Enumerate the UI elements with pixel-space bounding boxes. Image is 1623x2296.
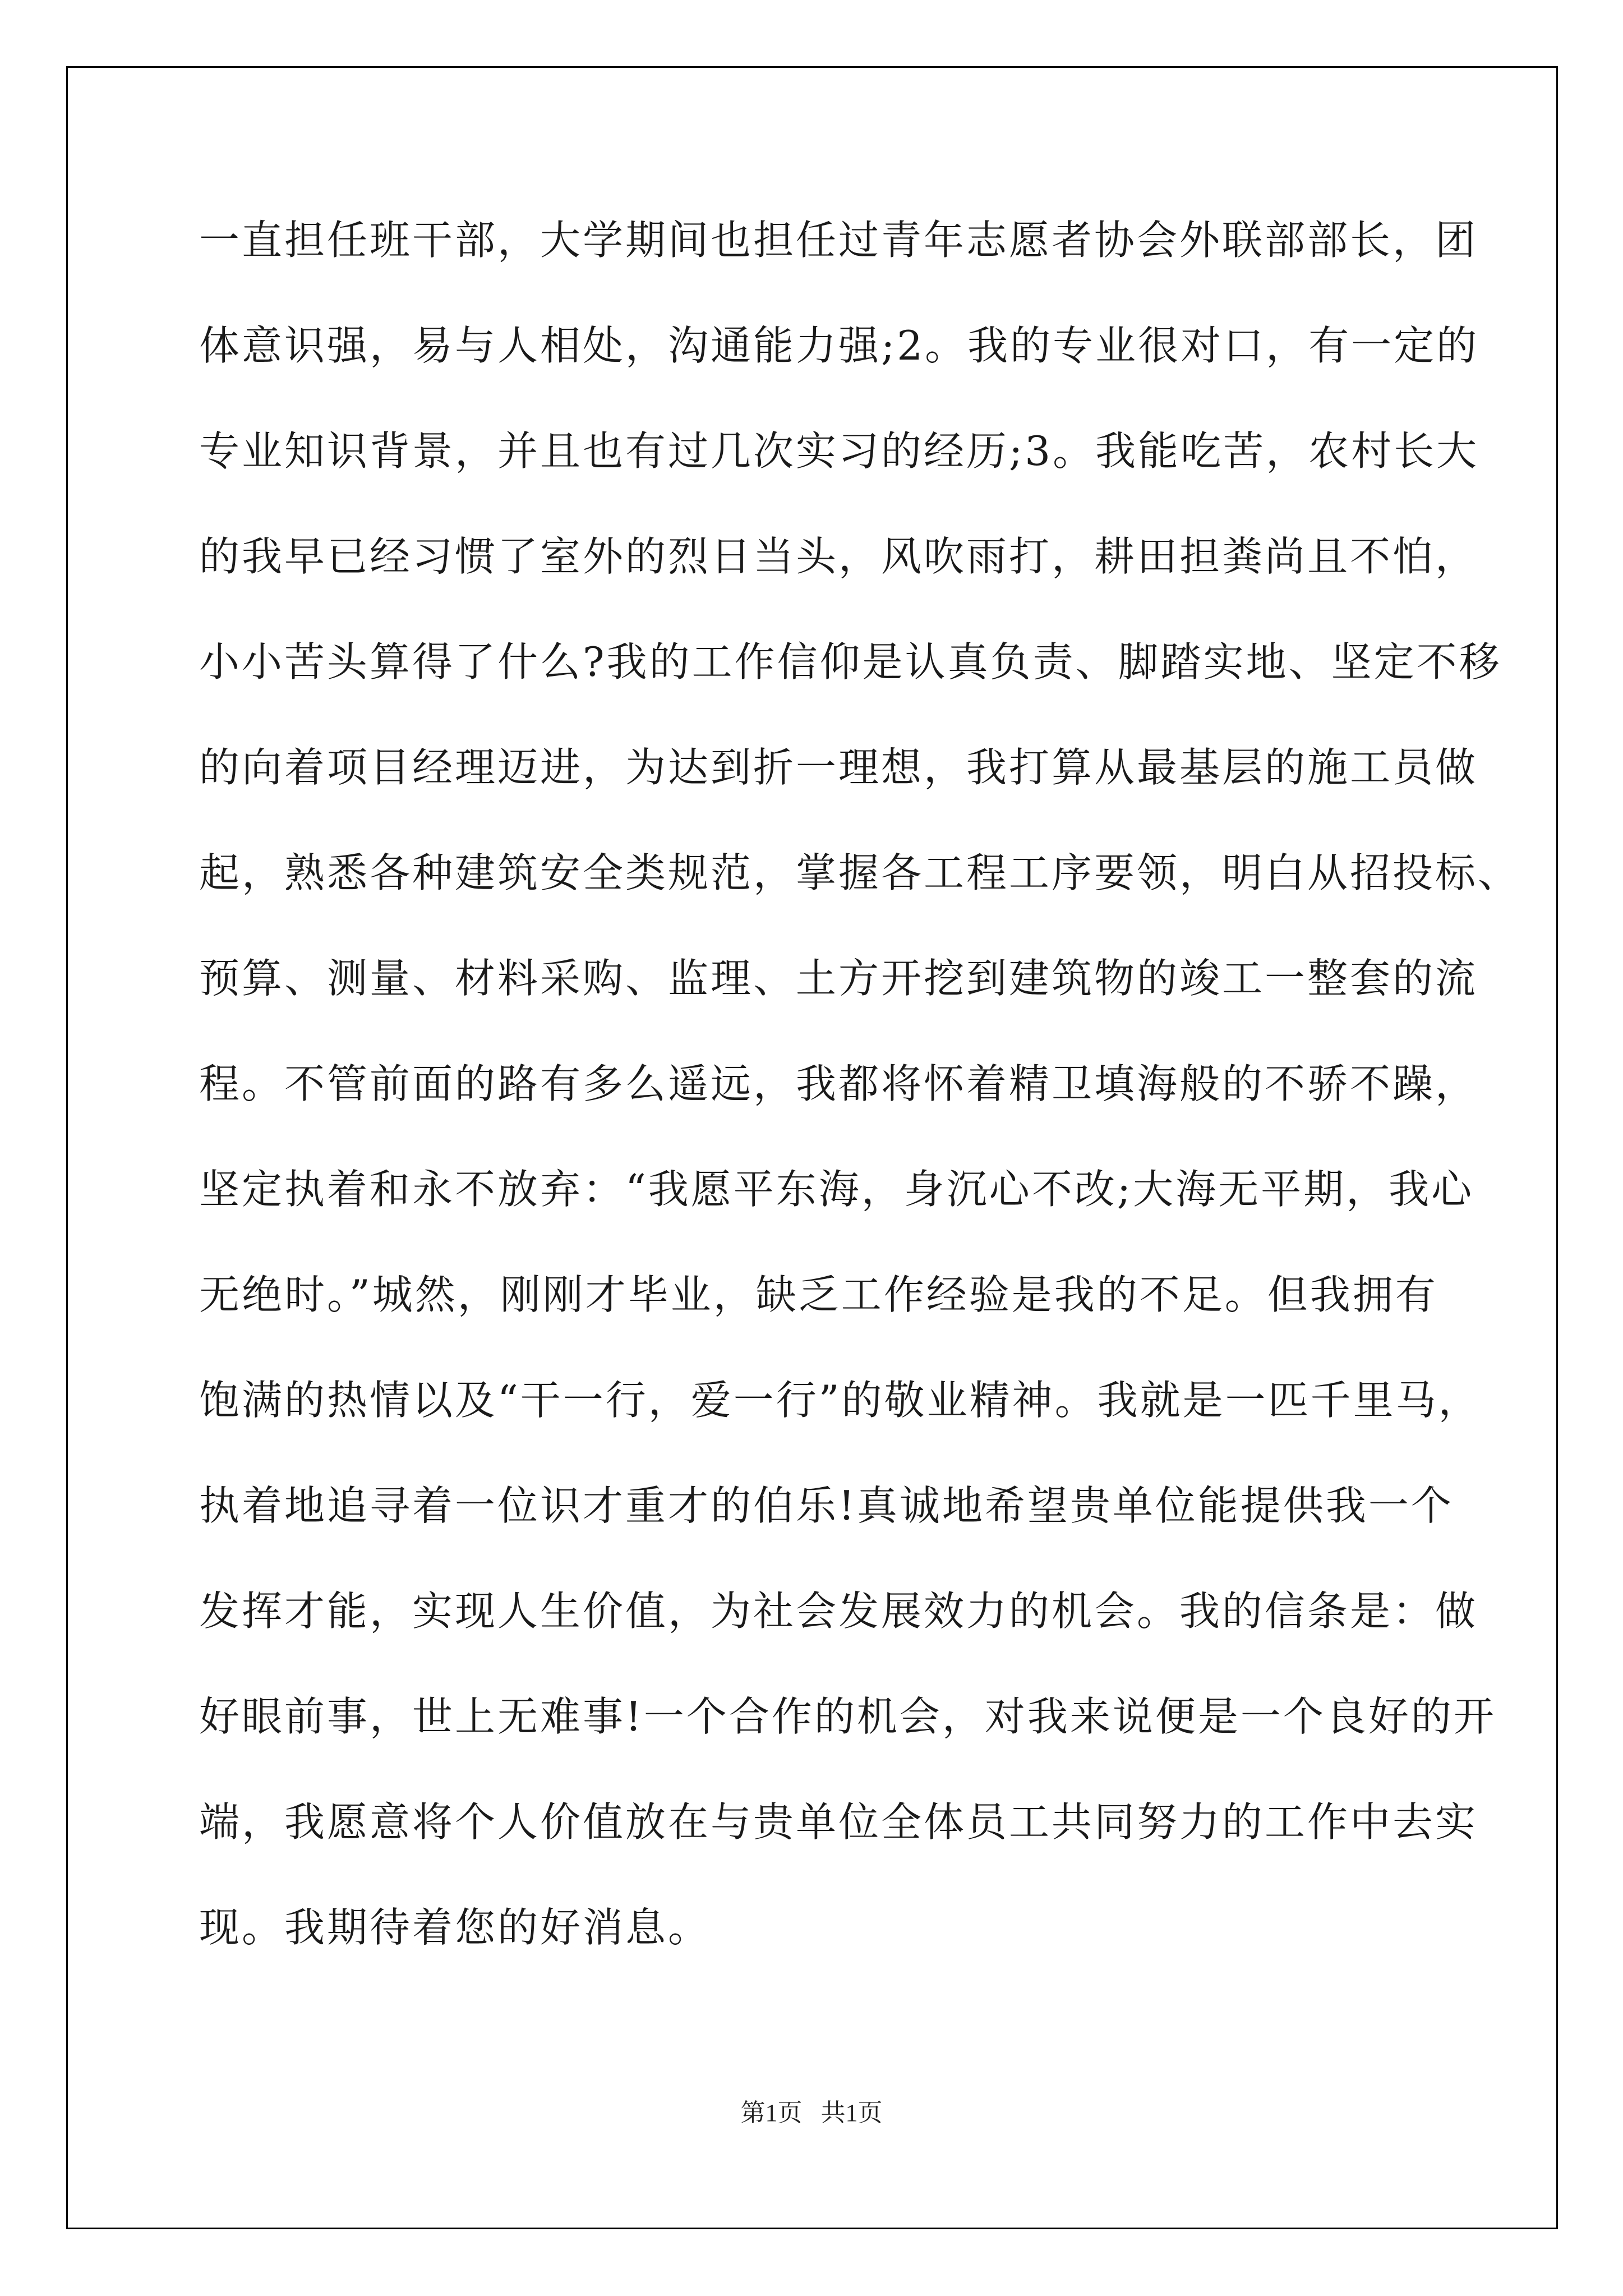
text-line: 程。不管前面的路有多么遥远，我都将怀着精卫填海般的不骄不躁， (199, 1060, 1478, 1107)
text-line: 预算、测量、材料采购、监理、土方开挖到建筑物的竣工一整套的流 (199, 955, 1478, 1002)
text-line: 小小苦头算得了什么?我的工作信仰是认真负责、脚踏实地、坚定不移 (199, 638, 1502, 685)
text-line: 起，熟悉各种建筑安全类规范，掌握各工程工序要领，明白从招投标、 (199, 849, 1521, 896)
text-line: 的向着项目经理迈进，为达到折一理想，我打算从最基层的施工员做 (199, 744, 1478, 791)
text-line: 一直担任班干部，大学期间也担任过青年志愿者协会外联部部长，团 (199, 217, 1478, 264)
page-number-footer: 第1页 共1页 (740, 2099, 883, 2127)
text-line: 无绝时。”城然，刚刚才毕业，缺乏工作经验是我的不足。但我拥有 (199, 1271, 1438, 1318)
text-line: 体意识强，易与人相处，沟通能力强;2。我的专业很对口，有一定的 (199, 322, 1479, 369)
text-line: 好眼前事，世上无难事!一个合作的机会，对我来说便是一个良好的开 (199, 1693, 1496, 1740)
text-line: 饱满的热情以及“干一行，爱一行”的敬业精神。我就是一匹千里马， (199, 1377, 1481, 1424)
text-line: 的我早已经习惯了室外的烈日当头，风吹雨打，耕田担粪尚且不怕， (199, 533, 1478, 580)
text-line: 专业知识背景，并且也有过几次实习的经历;3。我能吃苦，农村长大 (199, 427, 1479, 475)
text-line: 发挥才能，实现人生价值，为社会发展效力的机会。我的信条是：做 (199, 1588, 1478, 1635)
body-text (199, 206, 1521, 1999)
text-line: 执着地追寻着一位识才重才的伯乐!真诚地希望贵单位能提供我一个 (199, 1482, 1454, 1529)
text-line: 坚定执着和永不放弃：“我愿平东海，身沉心不改;大海无平期，我心 (199, 1166, 1474, 1213)
text-line: 现。我期待着您的好消息。 (199, 1904, 711, 1951)
text-line: 端，我愿意将个人价值放在与贵单位全体员工共同努力的工作中去实 (199, 1798, 1478, 1846)
